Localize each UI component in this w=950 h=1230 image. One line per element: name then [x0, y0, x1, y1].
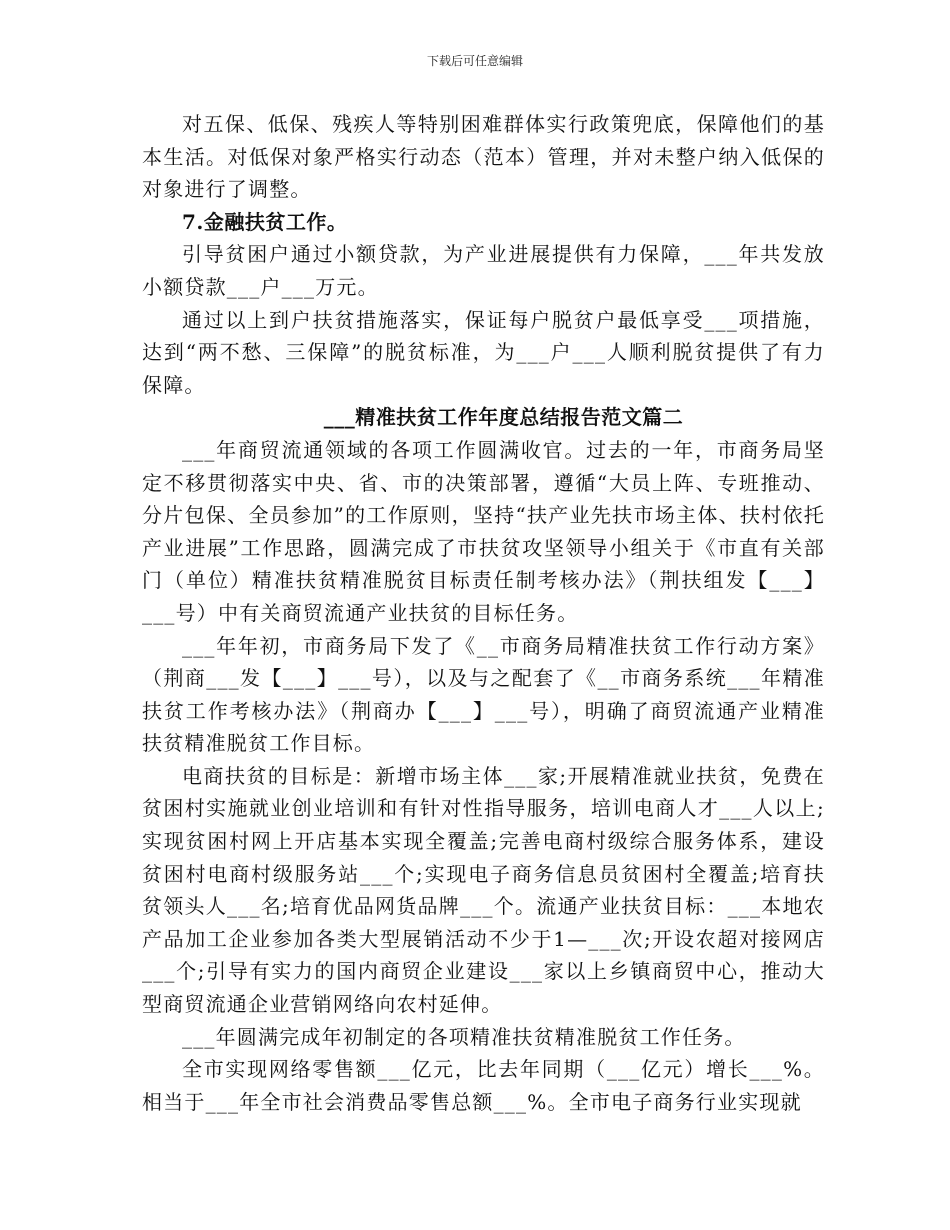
document-body	[142, 108, 825, 1118]
paragraph-measures-summary: 通过以上到户扶贫措施落实，保证每户脱贫户最低享受___项措施，达到“两不愁、三保障”的脱贫标准，为___户___人顺利脱贫提供了有力保障。	[142, 307, 825, 397]
paragraph-policy-support: 对五保、低保、残疾人等特别困难群体实行政策兜底，保障他们的基本生活。对低保对象严格实行动态（范本）管理，并对未整户纳入低保的对象进行了调整。	[142, 112, 825, 202]
paragraph-action-plan: ___年年初，市商务局下发了《__市商务局精准扶贫工作行动方案》（荆商___发【___】___号），以及与之配套了《__市商务系统___年精准扶贫工作考核办法》（荆商办【___】___号），明确了商贸流通产业精准扶贫精准脱贫工作目标。	[142, 633, 825, 756]
paragraph-microloans: 引导贫困户通过小额贷款，为产业进展提供有力保障，___年共发放小额贷款___户___万元。	[142, 242, 825, 299]
article-title: ___精准扶贫工作年度总结报告范文篇二	[323, 405, 684, 430]
paragraph-ecommerce-targets: 电商扶贫的目标是：新增市场主体___家;开展精准就业扶贫，免费在贫困村实施就业创业培训和有针对性指导服务，培训电商人才___人以上;实现贫困村网上开店基本实现全覆盖;完善电商村级综合服务体系，建设贫困村电商村级服务站___个;实现电子商务信息员贫困村全覆盖;培育扶贫领头人___名;培育优品网货品牌___个。流通产业扶贫目标：___本地农产品加工企业参加各类大型展销活动不少于1—___次;开设农超对接网店___个;引导有实力的国内商贸企业建设___家以上乡镇商贸中心，推动大型商贸流通企业营销网络向农村延伸。	[142, 763, 825, 1017]
paragraph-online-retail: 全市实现网络零售额___亿元，比去年同期（___亿元）增长___%。相当于___年全市社会消费品零售总额___%。全市电子商务行业实现就	[142, 1057, 825, 1114]
section-heading-financial-poverty-alleviation: 7.金融扶贫工作。	[182, 209, 348, 234]
paragraph-task-completion: ___年圆满完成年初制定的各项精准扶贫精准脱贫工作任务。	[182, 1024, 746, 1049]
paragraph-annual-overview: ___年商贸流通领域的各项工作圆满收官。过去的一年，市商务局坚定不移贯彻落实中央、省、市的决策部署，遵循“大员上阵、专班推动、分片包保、全员参加”的工作原则，坚持“扶产业先扶市场主体、扶村依托产业进展”工作思路，圆满完成了市扶贫攻坚领导小组关于《市直有关部门（单位）精准扶贫精准脱贫目标责任制考核办法》（荆扶组发【___】___号）中有关商贸流通产业扶贫的目标任务。	[142, 437, 825, 625]
page-header: 下载后可任意编辑	[426, 54, 523, 68]
